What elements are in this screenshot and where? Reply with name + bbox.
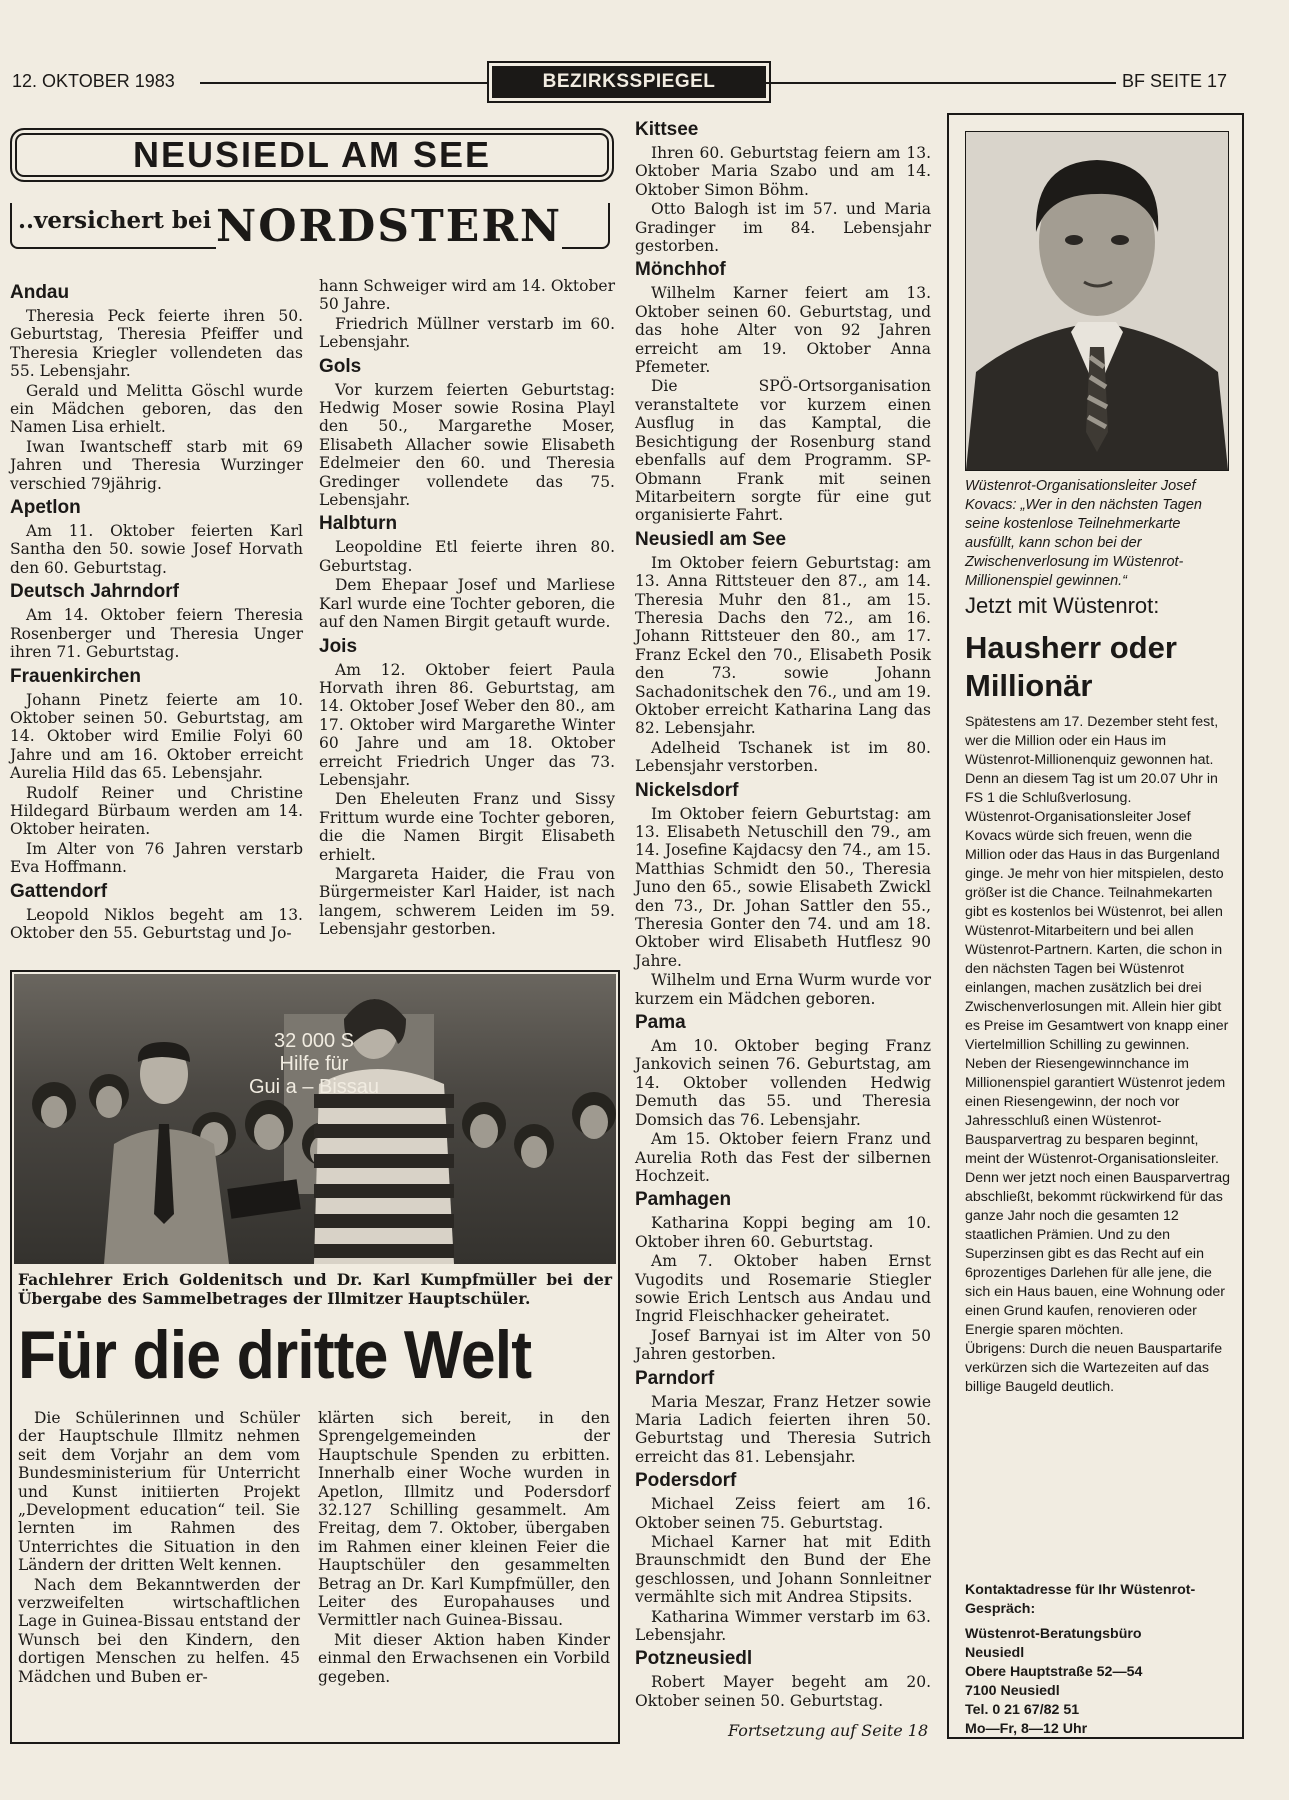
portrait-figure xyxy=(966,132,1228,470)
news-paragraph: Im Alter von 76 Jahren verstarb Eva Hoffmann. xyxy=(10,839,303,877)
news-paragraph: Ihren 60. Geburtstag feiern am 13. Oktober Maria Szabo und am 14. Oktober Simon Böhm. xyxy=(635,144,931,199)
town-heading: Pamhagen xyxy=(635,1189,732,1211)
wuestenrot-box xyxy=(947,113,1244,1739)
news-paragraph: Johann Pinetz feierte am 10. Oktober seinen 50. Geburtstag, am 14. Oktober wird Emilie Folyi 60 Jahre und am 16. Oktober erreicht Aurelia Hild das 65. Lebensjahr. xyxy=(10,690,303,783)
news-paragraph: Am 7. Oktober haben Ernst Vugodits und Rosemarie Stiegler sowie Erich Lentsch aus Andau und Ingrid Fleischhacker geheiratet. xyxy=(635,1252,931,1326)
contact-line: Obere Hauptstraße 52—54 xyxy=(965,1664,1143,1680)
ad-paragraph: Spätestens am 17. Dezember steht fest, wer die Million oder ein Haus im Wüstenrot-Millionenquiz gewonnen hat. Denn an diesem Tag ist um 20.07 Uhr in FS 1 die Schlußverlosung. xyxy=(965,714,1219,806)
news-paragraph: Gerald und Melitta Göschl wurde ein Mädchen geboren, das den Namen Lisa erhielt. xyxy=(10,381,303,437)
town-heading: Nickelsdorf xyxy=(635,779,739,801)
portrait-photo xyxy=(965,131,1229,471)
news-paragraph: Theresia Peck feierte ihren 50. Geburtstag, Theresia Pfeiffer und Theresia Kriegler vollendeten das 55. Lebensjahr. xyxy=(10,307,303,381)
page-date: 12. OKTOBER 1983 xyxy=(12,71,175,91)
ad-body xyxy=(965,713,1231,1397)
news-paragraph: Am 10. Oktober beging Franz Jankovich seinen 76. Geburtstag, am 14. Oktober vollenden Hedwig Demuth das 55. und Theresia Domsich das 76. Lebensjahr. xyxy=(635,1037,931,1129)
news-paragraph: Katharina Koppi beging am 10. Oktober ihren 60. Geburtstag. xyxy=(635,1214,931,1251)
news-paragraph: Am 15. Oktober feiern Franz und Aurelia Roth das Fest der silbernen Hochzeit. xyxy=(635,1130,931,1185)
town-heading: Parndorf xyxy=(635,1367,715,1389)
town-heading: Gols xyxy=(319,355,362,377)
local-news-column-1 xyxy=(10,278,303,943)
news-paragraph: Katharina Wimmer verstarb im 63. Lebensjahr. xyxy=(635,1607,931,1645)
town-heading: Podersdorf xyxy=(635,1470,737,1492)
continuation-note: Fortsetzung auf Seite 18 xyxy=(728,1721,929,1740)
photo-banner-line-2: Hilfe für xyxy=(279,1053,349,1075)
ad-headline-line-2: Millionär xyxy=(965,668,1093,703)
ad-paragraph: Neben der Riesengewinnchance im Millionenspiel garantiert Wüstenrot jedem einen Riesengewinn, der noch vor Jahresschluß einen Wüstenrot-Bausparvertrag zu besparen beginnt, meint der Wüstenrot-Organisationsleiter. Denn wer jetzt noch einen Bausparvertrag abschließt, bekommt rückwirkend für das ganze Jahr noch die gesamten 12 staatlichen Prämien. Und zu den Superzinsen gibt es das Recht auf ein 6prozentiges Darlehen für alle jene, die sich ein Haus bauen, eine Wohnung oder einen Grund kaufen, renovieren oder Energie sparen möchten. xyxy=(965,1056,1230,1338)
photo-banner-text xyxy=(234,1030,394,1099)
story-paragraph: Nach dem Bekanntwerden der verzweifelten wirtschaftlichen Lage in Guinea-Bissau entstand der Wunsch bei den Kindern, den dortigen Menschen zu helfen. 45 Mädchen und Buben er- xyxy=(18,1575,300,1686)
news-paragraph: hann Schweiger wird am 14. Oktober 50 Jahre. xyxy=(319,277,615,314)
local-news-column-3 xyxy=(635,115,931,1711)
news-paragraph: Michael Karner hat mit Edith Braunschmidt den Bund der Ehe geschlossen, und Johann Sonnleitner vermählte sich mit Andrea Stipsits. xyxy=(635,1533,931,1607)
school-photo-figures xyxy=(14,974,616,1264)
section-label xyxy=(492,66,766,98)
sponsor-prefix: ..versichert bei xyxy=(18,207,212,234)
news-paragraph: Dem Ehepaar Josef und Marliese Karl wurde eine Tochter geboren, die auf den Namen Birgit getauft wurde. xyxy=(319,576,615,632)
town-heading: Jois xyxy=(319,635,358,657)
contact-line: Wüstenrot-Beratungsbüro xyxy=(965,1626,1142,1642)
news-paragraph: Margareta Haider, die Frau von Bürgermeister Karl Haider, ist nach langem, schwerem Leiden im 59. Lebensjahr gestorben. xyxy=(319,864,615,939)
ad-headline xyxy=(965,629,1235,705)
town-heading: Halbturn xyxy=(319,513,398,535)
story-paragraph: Mit dieser Aktion haben Kinder einmal den Erwachsenen ein Vorbild gegeben. xyxy=(318,1630,610,1686)
news-paragraph: Im Oktober feiern Geburtstag: am 13. Anna Rittsteuer den 87., am 14. Theresia Muhr den 81., am 15. Theresia Dachs den 72., am 16. Johann Rittsteuer den 80., am 17. Franz Eckel den 70., Elisabeth Posik den 73. sowie Johann Sachadonitschek den 76., und am 19. Oktober erreicht Katharina Lang das 82. Lebensjahr. xyxy=(635,553,931,738)
portrait-caption: Wüstenrot-Organisationsleiter Josef Kovacs: „Wer in den nächsten Tagen seine kostenlose Teilnehmerkarte ausfüllt, kann schon bei der Zwischenverlosung im Wüstenrot-Millionenspiel gewinnen.“ xyxy=(965,478,1202,589)
town-heading: Pama xyxy=(635,1012,686,1034)
contact-line: 7100 Neusiedl xyxy=(965,1683,1060,1699)
contact-lines xyxy=(965,1625,1231,1739)
ad-kicker: Jetzt mit Wüstenrot: xyxy=(965,593,1160,618)
page-number: BF SEITE 17 xyxy=(1122,71,1228,91)
news-paragraph: Am 12. Oktober feiert Paula Horvath ihren 86. Geburtstag, am 14. Oktober Josef Weber den 80., am 17. Oktober wird Margarethe Winter 60 Jahre und am 18. Oktober erreicht Friedrich Unger das 73. Lebensjahr. xyxy=(319,660,615,789)
news-paragraph: Rudolf Reiner und Christine Hildegard Bürbaum werden am 14. Oktober heiraten. xyxy=(10,783,303,839)
news-paragraph: Friedrich Müllner verstarb im 60. Lebensjahr. xyxy=(319,314,615,352)
news-paragraph: Vor kurzem feierten Geburtstag: Hedwig Moser sowie Rosina Playl den 50., Margarethe Moser, Elisabeth Allacher sowie Elisabeth Edelmeier den 60. und Theresia Gredinger vollendete das 75. Lebensjahr. xyxy=(319,380,615,510)
header-rule-left xyxy=(200,82,492,84)
town-heading: Andau xyxy=(10,282,70,303)
news-paragraph: Leopold Niklos begeht am 13. Oktober den 55. Geburtstag und Jo- xyxy=(10,905,303,942)
sponsor-brand: NORDSTERN xyxy=(216,201,563,252)
news-paragraph: Wilhelm Karner feiert am 13. Oktober seinen 60. Geburtstag, und das hohe Alter von 92 Jahren erreicht am 19. Oktober Anna Pfemeter. xyxy=(635,284,931,377)
story-col-a xyxy=(18,1409,300,1687)
news-paragraph: Im Oktober feiern Geburtstag: am 13. Elisabeth Netuschill den 79., am 14. Josefine Kajdacsy den 74., am 15. Matthias Schmidt den 50., Theresia Juno den 65., sowie Elisabeth Zwickl den 73., Dr. Johan Sattler den 55., Theresia Gonter den 74. und am 18. Oktober wird Elisabeth Hutflesz 90 Jahre. xyxy=(635,804,931,970)
news-paragraph: Iwan Iwantscheff starb mit 69 Jahren und Theresia Wurzinger verschied 79jährig. xyxy=(10,437,303,493)
town-heading: Frauenkirchen xyxy=(10,665,141,687)
news-paragraph: Otto Balogh ist im 57. und Maria Gradinger im 84. Lebensjahr gestorben. xyxy=(635,200,931,256)
contact-intro: Kontaktadresse für Ihr Wüstenrot-Gespräch: xyxy=(965,1582,1196,1617)
news-paragraph: Den Eheleuten Franz und Sissy Frittum wurde eine Tochter geboren, die die Namen Birgit Elisabeth erhielt. xyxy=(319,790,615,864)
story-col-b xyxy=(318,1409,610,1687)
news-paragraph: Am 14. Oktober feiern Theresia Rosenberger und Theresia Unger ihren 71. Geburtstag. xyxy=(10,606,303,662)
town-heading: Kittsee xyxy=(635,119,699,140)
news-paragraph: Wilhelm und Erna Wurm wurde vor kurzem ein Mädchen geboren. xyxy=(635,971,931,1008)
photo-caption: Fachlehrer Erich Goldenitsch und Dr. Karl Kumpfmüller bei der Übergabe des Sammelbetrages der Illmitzer Hauptschüler. xyxy=(18,1270,612,1308)
contact-line: Mo—Fr, 8—12 Uhr xyxy=(965,1721,1088,1737)
story-paragraph: klärten sich bereit, in den Sprengelgemeinden der Hauptschule Spenden zu erbitten. Innerhalb einer Woche wurden in Apetlon, Illmitz und Podersdorf 32.127 Schilling gesammelt. Am Freitag, dem 7. Oktober, übergaben im Rahmen einer kleinen Feier die Hauptschüler den gesammelten Betrag an Dr. Karl Kumpfmüller, den Leiter des Europahauses und Vermittler nach Guinea-Bissau. xyxy=(318,1409,610,1630)
photo-banner-line-1: 32 000 S xyxy=(273,1030,355,1052)
news-paragraph: Adelheid Tschanek ist im 80. Lebensjahr verstorben. xyxy=(635,738,931,776)
story-headline: Für die dritte Welt xyxy=(18,1317,532,1393)
town-heading: Mönchhof xyxy=(635,259,726,281)
news-paragraph: Leopoldine Etl feierte ihren 80. Geburtstag. xyxy=(319,538,615,575)
town-heading: Gattendorf xyxy=(10,880,108,902)
news-paragraph: Am 11. Oktober feierten Karl Santha den 50. sowie Josef Horvath den 60. Geburtstag. xyxy=(10,522,303,577)
ad-headline-line-1: Hausherr oder xyxy=(965,630,1177,665)
news-paragraph: Robert Mayer begeht am 20. Oktober seinen 50. Geburtstag. xyxy=(635,1673,931,1710)
school-story xyxy=(10,970,620,1744)
section-title: BEZIRKSSPIEGEL xyxy=(542,71,716,92)
news-paragraph: Michael Zeiss feiert am 16. Oktober seinen 75. Geburtstag. xyxy=(635,1495,931,1532)
contact-line: Neusiedl xyxy=(965,1645,1025,1661)
town-heading: Apetlon xyxy=(10,497,81,519)
local-news-column-2 xyxy=(319,277,615,940)
region-title: NEUSIEDL AM SEE xyxy=(132,134,492,175)
photo-banner-line-3: Gui a – Bissau xyxy=(248,1076,380,1098)
town-heading: Neusiedl am See xyxy=(635,528,787,550)
sponsor-line xyxy=(10,195,610,255)
story-paragraph: Die Schülerinnen und Schüler der Hauptschule Illmitz nehmen seit dem Vorjahr an dem vom Bundesministerium für Unterricht und Kunst initiierten Projekt „Development education“ teil. Sie lernten im Rahmen des Unterrichtes die Situation in den Ländern der dritten Welt kennen. xyxy=(18,1409,300,1575)
town-heading: Deutsch Jahrndorf xyxy=(10,581,179,603)
news-paragraph: Die SPÖ-Ortsorganisation veranstaltete vor kurzem einen Ausflug in das Kamptal, die Besichtigung der Rosenburg stand ebenfalls auf dem Programm. SP-Obmann Frank mit seinen Mitarbeitern sorgte für eine gut organisierte Fahrt. xyxy=(635,377,931,525)
news-paragraph: Maria Meszar, Franz Hetzer sowie Maria Ladich feierten ihren 50. Geburtstag und Theresia Sutrich erreicht das 81. Lebensjahr. xyxy=(635,1392,931,1466)
ad-paragraph: Übrigens: Durch die neuen Bauspartarife verkürzen sich die Wartezeiten auf das billige Baugeld deutlich. xyxy=(965,1341,1223,1395)
header-rule-right xyxy=(766,82,1116,84)
contact-line: Tel. 0 21 67/82 51 xyxy=(965,1702,1080,1718)
town-heading: Potzneusiedl xyxy=(635,1648,753,1670)
region-banner xyxy=(10,128,614,182)
news-paragraph: Josef Barnyai ist im Alter von 50 Jahren gestorben. xyxy=(635,1326,931,1364)
school-photo xyxy=(14,974,616,1264)
ad-paragraph: Wüstenrot-Organisationsleiter Josef Kovacs würde sich freuen, wenn die Million oder das Haus in das Burgenland ginge. Je mehr von hier mitspielen, desto größer ist die Chance. Teilnahmekarten gibt es kostenlos bei Wüstenrot, bei allen Wüstenrot-Mitarbeitern und bei allen Wüstenrot-Partnern. Karten, die schon in den nächsten Tagen bei Wüstenrot einlangen, machen zusätzlich bei drei Zwischenverlosungen mit. Allein hier gibt es Preise im Gesamtwert von knapp einer Viertelmillion Schilling zu gewinnen. xyxy=(965,809,1229,1053)
